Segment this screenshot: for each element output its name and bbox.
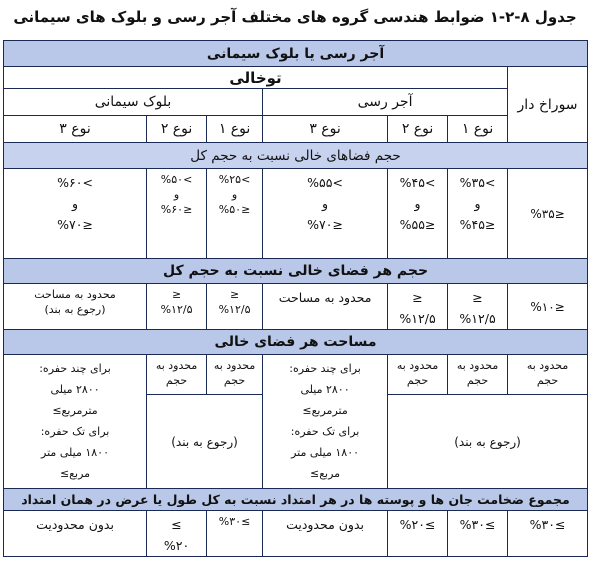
type-header: نوع ۱ xyxy=(207,116,263,143)
cement-header: بلوک سیمانی xyxy=(4,89,263,116)
void-area-perforated: محدود به حجم xyxy=(508,355,588,395)
wall-sum-clay1: ≥%۳۰ xyxy=(448,511,508,557)
void-each-cement2: ≤ %۱۲/۵ xyxy=(147,284,207,330)
void-total-clay1: >%۳۵ و ≤%۴۵ xyxy=(448,169,508,259)
section-void-each: حجم هر فضای خالی نسبت به حجم کل xyxy=(4,259,588,284)
void-area-clay1: محدود به حجم xyxy=(448,355,508,395)
void-total-cement1: >%۲۵ و ≤%۵۰ xyxy=(207,169,263,259)
void-each-cement1: ≤ %۱۲/۵ xyxy=(207,284,263,330)
void-each-clay3: محدود به مساحت xyxy=(263,284,388,330)
void-area-cement1: محدود به حجم xyxy=(207,355,263,395)
wall-sum-cement3: بدون محدودیت xyxy=(4,511,147,557)
void-total-clay3: >%۵۵ و ≤%۷۰ xyxy=(263,169,388,259)
void-area-ref-cement: (رجوع به بند) xyxy=(147,395,263,489)
wall-sum-clay2: ≥%۲۰ xyxy=(388,511,448,557)
void-area-clay2: محدود به حجم xyxy=(388,355,448,395)
void-area-clay3: برای چند حفره: ۲۸۰۰ میلی مترمربع≥ برای تک حفره: ۱۸۰۰ میلی متر مربع≥ xyxy=(263,355,388,489)
void-total-perforated: ≤%۳۵ xyxy=(508,169,588,259)
wall-sum-perforated: ≥%۳۰ xyxy=(508,511,588,557)
type-header: نوع ۲ xyxy=(147,116,207,143)
wall-sum-clay3: بدون محدودیت xyxy=(263,511,388,557)
void-total-cement3: >%۶۰ و ≤%۷۰ xyxy=(4,169,147,259)
void-area-ref-clay: (رجوع به بند) xyxy=(388,395,588,489)
clay-header: آجر رسی xyxy=(263,89,508,116)
type-header: نوع ۱ xyxy=(448,116,508,143)
solid-header: توخالی xyxy=(4,67,508,89)
table-title: جدول ۸-۲-۱ ضوابط هندسی گروه های مختلف آجر رسی و بلوک های سیمانی xyxy=(13,8,577,26)
void-each-cement3: محدود به مساحت (رجوع به بند) xyxy=(4,284,147,330)
section-wall-sum: مجموع ضخامت جان ها و پوسته ها در هر امتداد نسبت به کل طول یا عرض در همان امتداد xyxy=(4,489,588,511)
section-void-total: حجم فضاهای خالی نسبت به حجم کل xyxy=(4,143,588,169)
void-total-cement2: >%۵۰ و ≤%۶۰ xyxy=(147,169,207,259)
void-area-cement3: برای چند حفره: ۲۸۰۰ میلی مترمربع≥ برای تک حفره: ۱۸۰۰ میلی متر مربع≥ xyxy=(4,355,147,489)
specs-table xyxy=(3,40,588,557)
void-each-perforated: ≤%۱۰ xyxy=(508,284,588,330)
section-void-area: مساحت هر فضای خالی xyxy=(4,330,588,355)
void-each-clay2: ≤ %۱۲/۵ xyxy=(388,284,448,330)
type-header: نوع ۳ xyxy=(263,116,388,143)
type-header: نوع ۲ xyxy=(388,116,448,143)
type-header: نوع ۳ xyxy=(4,116,147,143)
void-each-clay1: ≤ %۱۲/۵ xyxy=(448,284,508,330)
main-header: آجر رسی یا بلوک سیمانی xyxy=(4,41,588,67)
perforated-header: سوراخ دار xyxy=(508,67,588,143)
void-total-clay2: >%۴۵ و ≤%۵۵ xyxy=(388,169,448,259)
wall-sum-cement2: ≥ %۲۰ xyxy=(147,511,207,557)
void-area-cement2: محدود به حجم xyxy=(147,355,207,395)
wall-sum-cement1: ≥%۳۰ xyxy=(207,511,263,557)
